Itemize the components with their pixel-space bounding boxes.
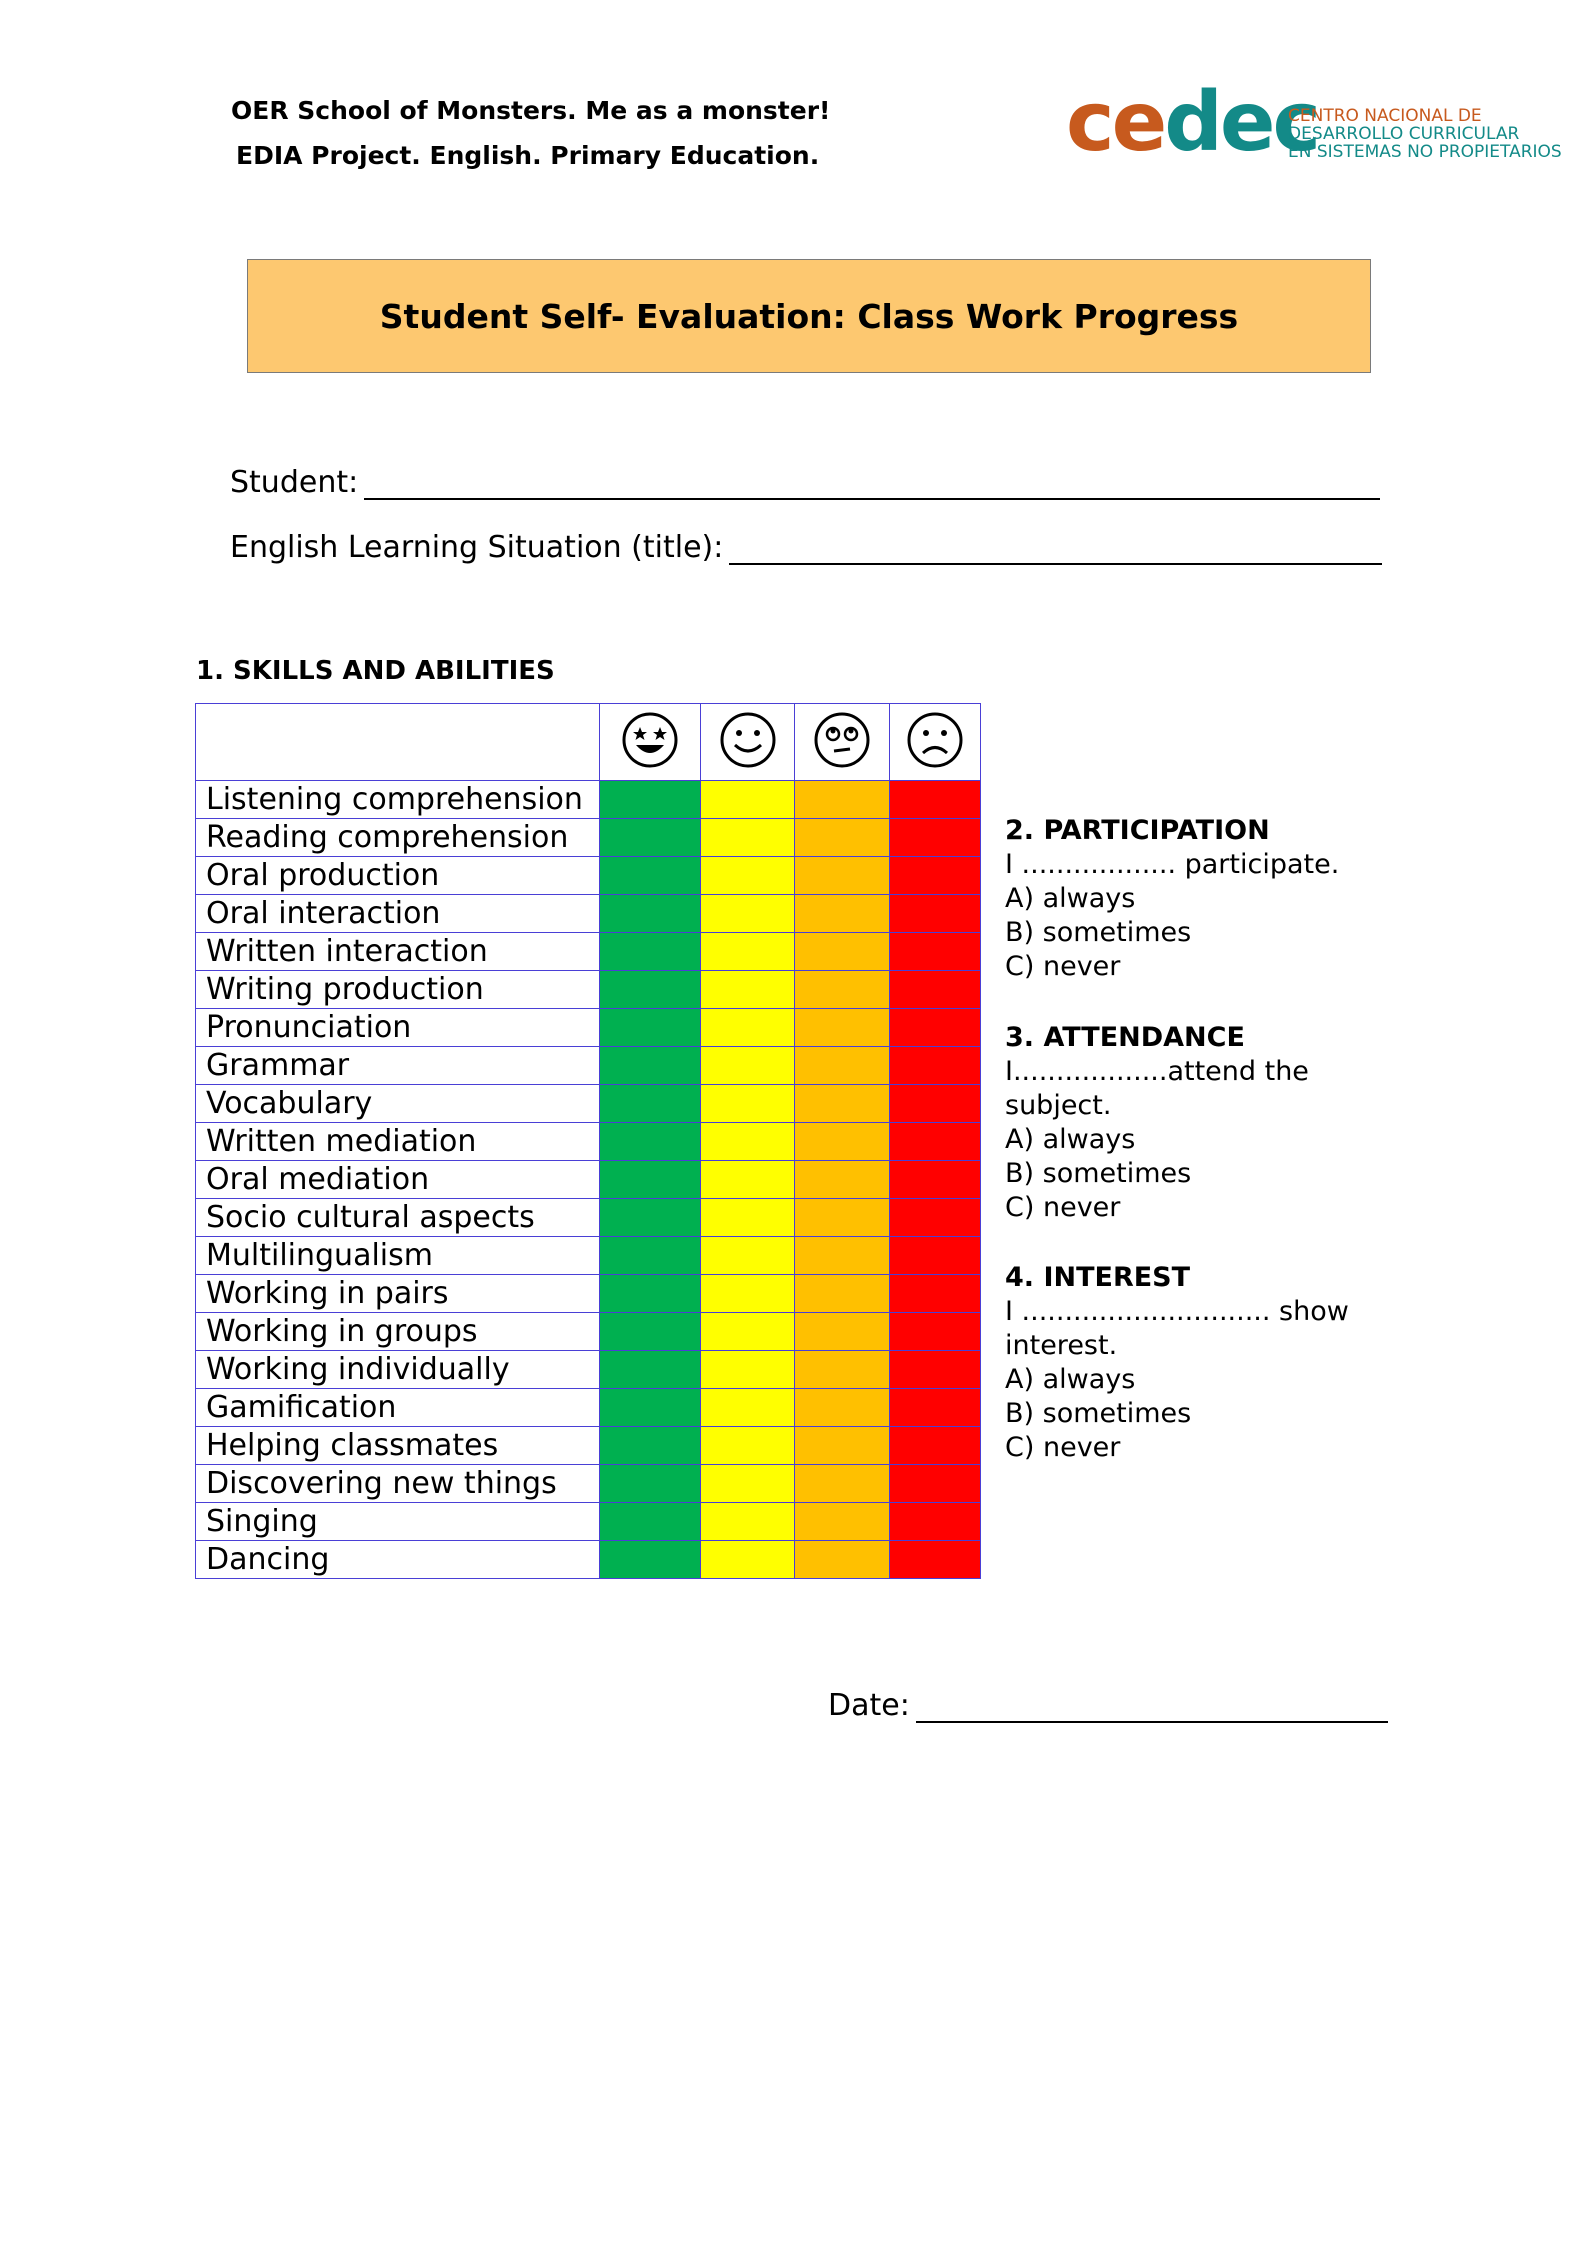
orange-rating-cell[interactable] [795,1047,890,1085]
orange-rating-cell[interactable] [795,1503,890,1541]
red-rating-cell[interactable] [890,895,981,933]
green-rating-cell[interactable] [600,1085,701,1123]
orange-rating-cell[interactable] [795,1427,890,1465]
interest-section [1005,1261,1349,1465]
orange-rating-cell[interactable] [795,1199,890,1237]
student-label: Student: [230,465,359,500]
yellow-rating-cell[interactable] [701,1199,795,1237]
logo-sub-line-1: CENTRO NACIONAL DE [1288,106,1482,126]
green-rating-cell[interactable] [600,819,701,857]
skill-row [196,1199,981,1237]
skills-heading: 1. SKILLS AND ABILITIES [196,656,555,686]
attendance-option-c[interactable]: C) never [1005,1192,1121,1223]
red-rating-cell[interactable] [890,1389,981,1427]
situation-field[interactable] [230,530,1382,565]
green-rating-cell[interactable] [600,1009,701,1047]
interest-option-c[interactable]: C) never [1005,1432,1121,1463]
red-rating-cell[interactable] [890,1009,981,1047]
skill-row [196,1009,981,1047]
skill-label: Oral mediation [196,1161,600,1199]
orange-rating-cell[interactable] [795,857,890,895]
orange-rating-cell[interactable] [795,1313,890,1351]
interest-option-a[interactable]: A) always [1005,1364,1136,1395]
orange-rating-cell[interactable] [795,1009,890,1047]
orange-rating-cell[interactable] [795,1351,890,1389]
yellow-rating-cell[interactable] [701,1465,795,1503]
skill-label: Vocabulary [196,1085,600,1123]
attendance-section [1005,1021,1309,1225]
red-rating-cell[interactable] [890,1275,981,1313]
participation-option-c[interactable]: C) never [1005,951,1121,982]
red-rating-cell[interactable] [890,933,981,971]
rolling-eyes-face-icon [795,704,890,781]
yellow-rating-cell[interactable] [701,1503,795,1541]
logo-sub-line-2: DESARROLLO CURRICULAR [1288,124,1520,144]
situation-line[interactable] [729,533,1382,565]
attendance-title: 3. ATTENDANCE [1005,1022,1245,1053]
yellow-rating-cell[interactable] [701,819,795,857]
red-rating-cell[interactable] [890,1503,981,1541]
red-rating-cell[interactable] [890,857,981,895]
yellow-rating-cell[interactable] [701,857,795,895]
orange-rating-cell[interactable] [795,895,890,933]
green-rating-cell[interactable] [600,1503,701,1541]
skill-row [196,1085,981,1123]
logo-subtitle [1288,107,1562,161]
orange-rating-cell[interactable] [795,1085,890,1123]
yellow-rating-cell[interactable] [701,895,795,933]
skill-label: Oral production [196,857,600,895]
date-field[interactable] [828,1688,1388,1723]
orange-rating-cell[interactable] [795,1465,890,1503]
skill-label: Working individually [196,1351,600,1389]
skill-label: Listening comprehension [196,781,600,819]
red-rating-cell[interactable] [890,1161,981,1199]
yellow-rating-cell[interactable] [701,1047,795,1085]
skill-row [196,895,981,933]
green-rating-cell[interactable] [600,1541,701,1579]
skill-row [196,1047,981,1085]
green-rating-cell[interactable] [600,1199,701,1237]
date-label: Date: [828,1688,910,1723]
skills-table [195,703,981,1579]
skill-label: Discovering new things [196,1465,600,1503]
skill-row [196,819,981,857]
participation-prompt: I .................. participate. [1005,849,1340,880]
red-rating-cell[interactable] [890,1047,981,1085]
green-rating-cell[interactable] [600,1047,701,1085]
red-rating-cell[interactable] [890,1465,981,1503]
orange-rating-cell[interactable] [795,933,890,971]
yellow-rating-cell[interactable] [701,1541,795,1579]
skill-row [196,1237,981,1275]
orange-rating-cell[interactable] [795,1541,890,1579]
red-rating-cell[interactable] [890,1199,981,1237]
title-box [247,259,1371,373]
skill-row [196,1427,981,1465]
orange-rating-cell[interactable] [795,1123,890,1161]
yellow-rating-cell[interactable] [701,933,795,971]
smile-face-icon [701,704,795,781]
skill-row [196,1541,981,1579]
interest-option-b[interactable]: B) sometimes [1005,1398,1192,1429]
orange-rating-cell[interactable] [795,781,890,819]
green-rating-cell[interactable] [600,971,701,1009]
skill-row [196,1465,981,1503]
skill-label: Multilingualism [196,1237,600,1275]
red-rating-cell[interactable] [890,819,981,857]
attendance-prompt-1: I..................attend the [1005,1056,1309,1087]
green-rating-cell[interactable] [600,1275,701,1313]
skill-row [196,1161,981,1199]
skill-row [196,933,981,971]
yellow-rating-cell[interactable] [701,1427,795,1465]
skill-row [196,857,981,895]
participation-option-b[interactable]: B) sometimes [1005,917,1192,948]
yellow-rating-cell[interactable] [701,1313,795,1351]
skill-label: Written mediation [196,1123,600,1161]
orange-rating-cell[interactable] [795,1161,890,1199]
skill-label: Gamification [196,1389,600,1427]
red-rating-cell[interactable] [890,1237,981,1275]
student-line[interactable] [364,468,1380,500]
red-rating-cell[interactable] [890,781,981,819]
skill-label: Helping classmates [196,1427,600,1465]
skill-row [196,1351,981,1389]
student-field[interactable] [230,465,1380,500]
orange-rating-cell[interactable] [795,819,890,857]
green-rating-cell[interactable] [600,895,701,933]
header-line-2: EDIA Project. English. Primary Education. [236,141,820,170]
cedec-logo [1066,75,1319,170]
skill-row [196,971,981,1009]
participation-section [1005,814,1339,984]
skill-label: Grammar [196,1047,600,1085]
header-line-1: OER School of Monsters. Me as a monster! [231,96,831,125]
red-rating-cell[interactable] [890,1351,981,1389]
orange-rating-cell[interactable] [795,971,890,1009]
skill-row [196,1389,981,1427]
logo-part-1: ce [1066,75,1165,170]
interest-prompt-1: I ............................. show [1005,1296,1349,1327]
skill-label: Pronunciation [196,1009,600,1047]
red-rating-cell[interactable] [890,1541,981,1579]
skills-header-row [196,704,981,781]
participation-option-a[interactable]: A) always [1005,883,1136,914]
red-rating-cell[interactable] [890,1313,981,1351]
yellow-rating-cell[interactable] [701,1389,795,1427]
red-rating-cell[interactable] [890,1085,981,1123]
attendance-prompt-2: subject. [1005,1090,1112,1121]
interest-prompt-2: interest. [1005,1330,1118,1361]
orange-rating-cell[interactable] [795,1389,890,1427]
red-rating-cell[interactable] [890,1123,981,1161]
green-rating-cell[interactable] [600,781,701,819]
skill-label: Written interaction [196,933,600,971]
frown-face-icon [890,704,981,781]
green-rating-cell[interactable] [600,1465,701,1503]
yellow-rating-cell[interactable] [701,1009,795,1047]
skill-row [196,1123,981,1161]
participation-title: 2. PARTICIPATION [1005,815,1270,846]
green-rating-cell[interactable] [600,1351,701,1389]
red-rating-cell[interactable] [890,971,981,1009]
skill-label: Oral interaction [196,895,600,933]
skill-row [196,781,981,819]
green-rating-cell[interactable] [600,933,701,971]
green-rating-cell[interactable] [600,1161,701,1199]
attendance-option-b[interactable]: B) sometimes [1005,1158,1192,1189]
skill-label: Writing production [196,971,600,1009]
green-rating-cell[interactable] [600,1313,701,1351]
skill-label: Working in groups [196,1313,600,1351]
logo-part-2: dec [1164,75,1319,170]
interest-title: 4. INTEREST [1005,1262,1191,1293]
yellow-rating-cell[interactable] [701,1161,795,1199]
empty-header-cell [196,704,600,781]
skill-label: Singing [196,1503,600,1541]
yellow-rating-cell[interactable] [701,1275,795,1313]
skill-label: Dancing [196,1541,600,1579]
skill-row [196,1503,981,1541]
page-title: Student Self- Evaluation: Class Work Progress [379,296,1239,336]
orange-rating-cell[interactable] [795,1275,890,1313]
green-rating-cell[interactable] [600,1237,701,1275]
star-eyes-face-icon [600,704,701,781]
green-rating-cell[interactable] [600,1389,701,1427]
yellow-rating-cell[interactable] [701,1237,795,1275]
skill-label: Socio cultural aspects [196,1199,600,1237]
yellow-rating-cell[interactable] [701,1085,795,1123]
skill-row [196,1275,981,1313]
green-rating-cell[interactable] [600,1427,701,1465]
skill-label: Working in pairs [196,1275,600,1313]
yellow-rating-cell[interactable] [701,971,795,1009]
logo-sub-line-3: EN SISTEMAS NO PROPIETARIOS [1288,142,1562,162]
situation-label: English Learning Situation (title): [230,530,724,565]
green-rating-cell[interactable] [600,857,701,895]
date-line[interactable] [916,1691,1388,1723]
yellow-rating-cell[interactable] [701,781,795,819]
red-rating-cell[interactable] [890,1427,981,1465]
green-rating-cell[interactable] [600,1123,701,1161]
skill-label: Reading comprehension [196,819,600,857]
yellow-rating-cell[interactable] [701,1351,795,1389]
attendance-option-a[interactable]: A) always [1005,1124,1136,1155]
yellow-rating-cell[interactable] [701,1123,795,1161]
orange-rating-cell[interactable] [795,1237,890,1275]
skill-row [196,1313,981,1351]
